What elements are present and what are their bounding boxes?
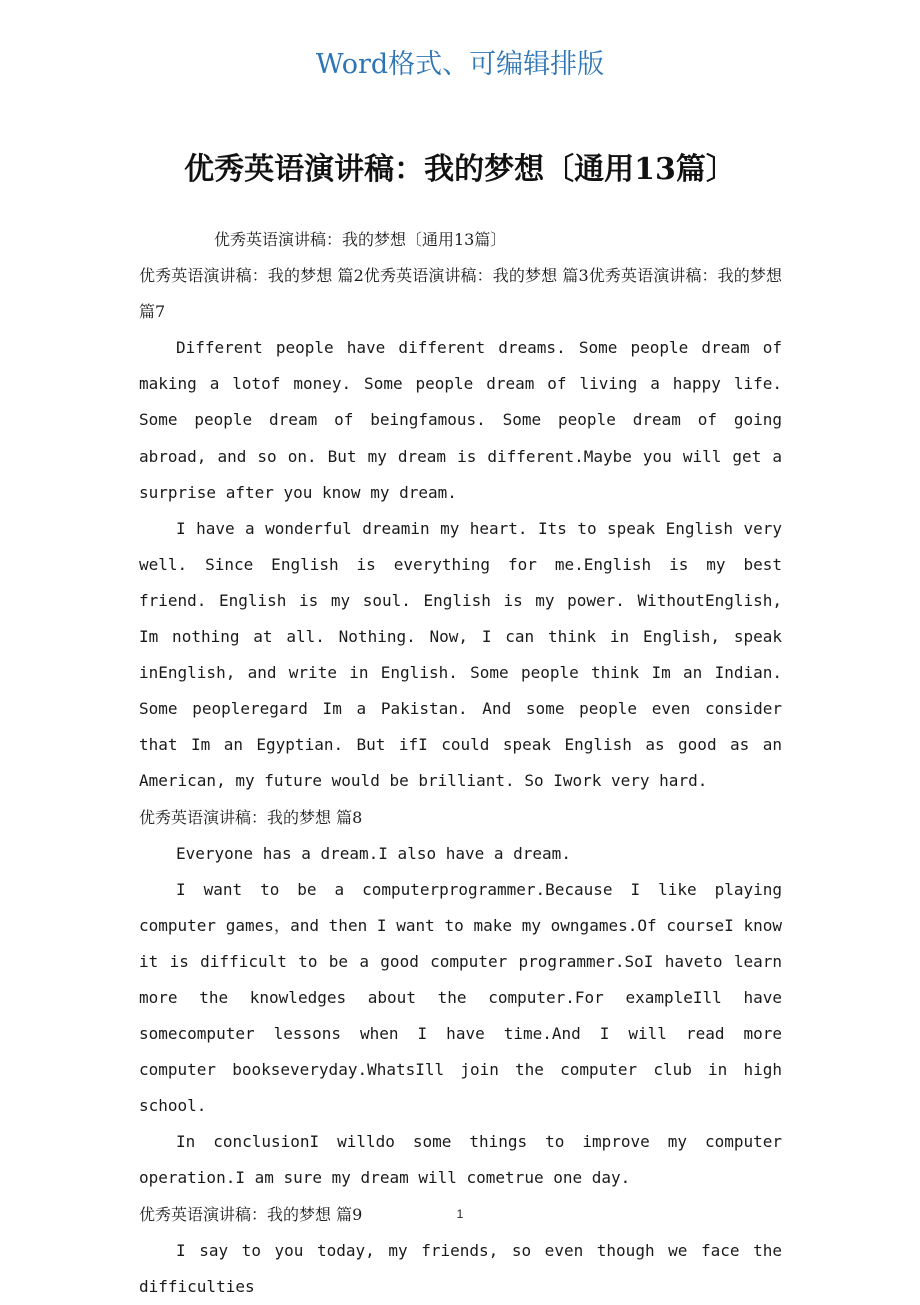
paragraph: Everyone has a dream.I also have a dream. (176, 843, 571, 863)
document-subtitle: 优秀英语演讲稿：我的梦想〔通用13篇〕 (214, 230, 507, 249)
paragraph: I want to be a computerprogrammer.Because I like playing computer games，and then I want to make my owngames.Of courseI know it is difficult to be a good computer programmer.SoI haveto learn more the knowledges about the computer.For exampleIll have somecomputer lessons when I have time.And I will read more computer bookseveryday.WhatsIll join the computer club in high school. (139, 879, 782, 1116)
page-number: 1 (456, 1207, 464, 1221)
paragraph: In conclusionI willdo some things to improve my computer operation.I am sure my dream will cometrue one day. (139, 1132, 782, 1188)
section-list: 优秀英语演讲稿：我的梦想 篇2优秀英语演讲稿：我的梦想 篇3优秀英语演讲稿：我的梦想 篇7 (139, 266, 782, 322)
banner-word-format: Word格式、可编辑排版 (315, 49, 605, 80)
paragraph: I say to you today, my friends, so even though we face the difficulties (139, 1240, 782, 1296)
paragraph: I have a wonderful dreamin my heart. Its to speak English very well. Since English is everything for me.English is my best friend. English is my soul. English is my power. WithoutEnglish, Im nothing at all. Nothing. Now, I can think in English, speak inEnglish, and write in English. Some people think Im an Indian. Some peopleregard Im a Pakistan. And some people even consider that Im an Egyptian. But ifI could speak English as good as an American, my future would be brilliant. So Iwork very hard. (139, 518, 782, 791)
section-heading: 优秀英语演讲稿：我的梦想 篇9 (139, 1204, 363, 1224)
document-title: 优秀英语演讲稿：我的梦想〔通用13篇〕 (184, 152, 736, 187)
document-body (139, 222, 782, 1305)
section-heading: 优秀英语演讲稿：我的梦想 篇8 (139, 807, 363, 827)
paragraph: Different people have different dreams. Some people dream of making a lotof money. Some people dream of living a happy life. Some people dream of beingfamous. Some people dream of going abroad, and so on. But my dream is different.Maybe you will get a surprise after you know my dream. (139, 338, 782, 502)
